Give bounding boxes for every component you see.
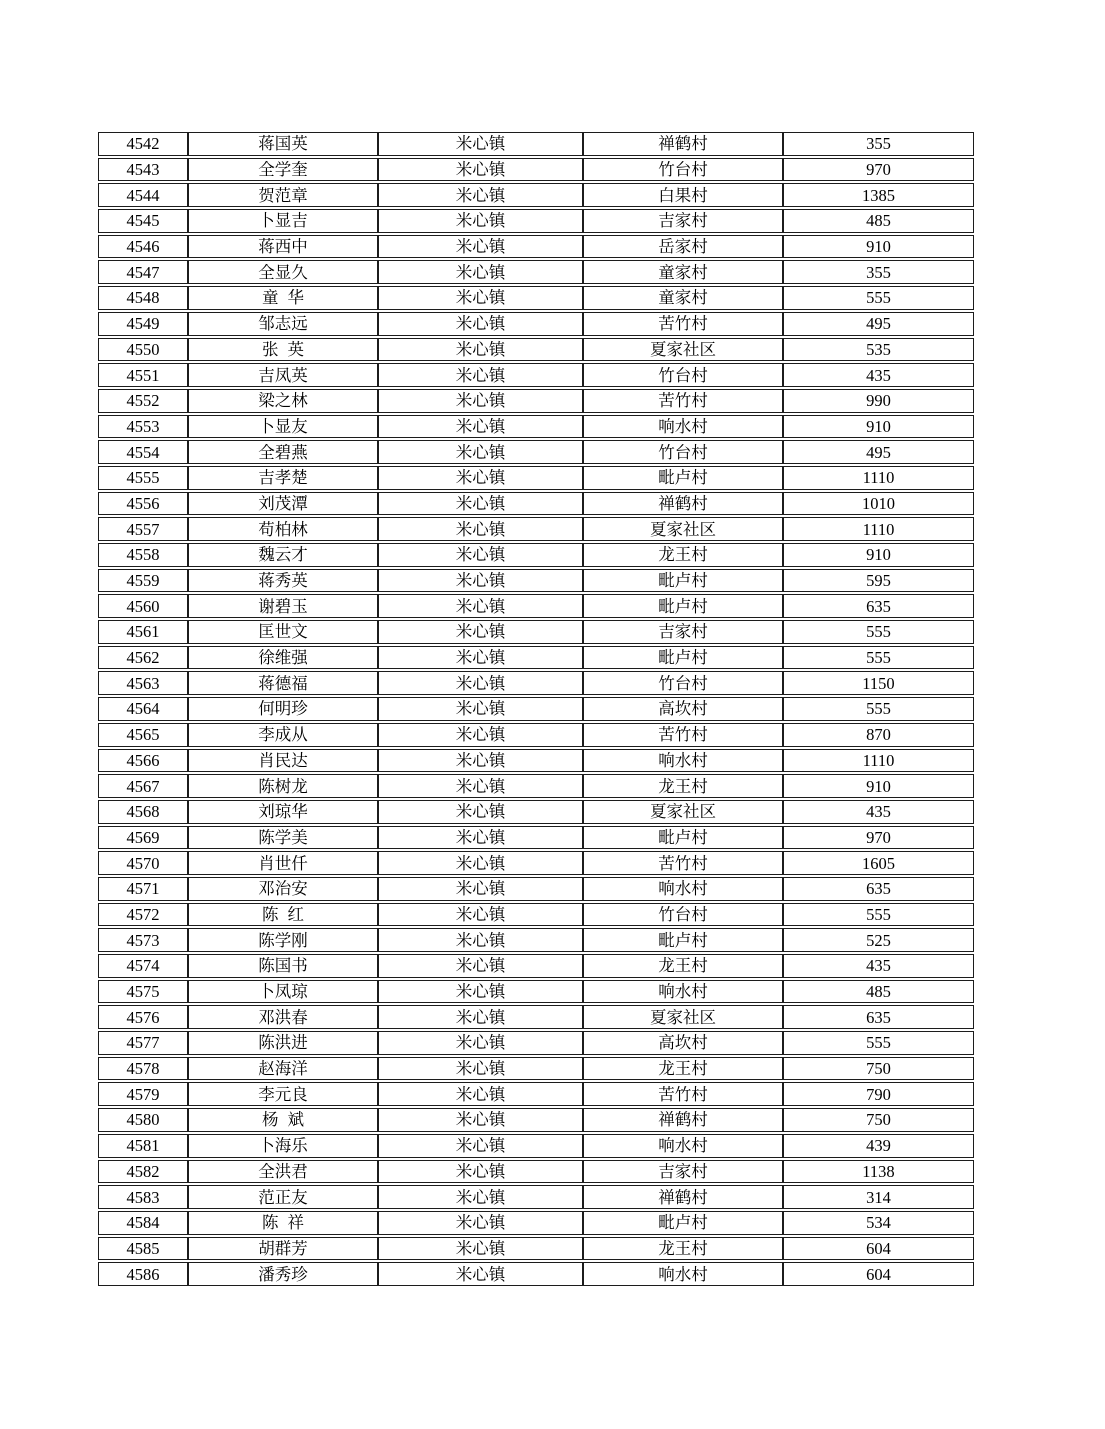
amount-cell: 555 — [783, 286, 974, 310]
town-cell: 米心镇 — [378, 312, 583, 336]
serial-cell: 4573 — [98, 928, 188, 952]
serial-cell: 4567 — [98, 774, 188, 798]
serial-cell: 4570 — [98, 851, 188, 875]
serial-cell: 4582 — [98, 1160, 188, 1184]
town-cell: 米心镇 — [378, 389, 583, 413]
village-cell: 禅鹤村 — [583, 1185, 783, 1209]
amount-cell: 910 — [783, 774, 974, 798]
name-cell: 徐维强 — [188, 646, 378, 670]
village-cell: 童家村 — [583, 260, 783, 284]
name-cell: 陈洪进 — [188, 1031, 378, 1055]
serial-cell: 4555 — [98, 466, 188, 490]
name-cell: 苟柏林 — [188, 517, 378, 541]
serial-cell: 4548 — [98, 286, 188, 310]
name-cell: 魏云才 — [188, 543, 378, 567]
amount-cell: 535 — [783, 338, 974, 362]
serial-cell: 4586 — [98, 1262, 188, 1286]
serial-cell: 4583 — [98, 1185, 188, 1209]
town-cell: 米心镇 — [378, 594, 583, 618]
village-cell: 龙王村 — [583, 774, 783, 798]
town-cell: 米心镇 — [378, 903, 583, 927]
name-cell: 卜海乐 — [188, 1134, 378, 1158]
name-cell: 肖民达 — [188, 749, 378, 773]
amount-cell: 790 — [783, 1082, 974, 1106]
serial-cell: 4575 — [98, 980, 188, 1004]
village-cell: 毗卢村 — [583, 826, 783, 850]
village-cell: 毗卢村 — [583, 928, 783, 952]
village-cell: 龙王村 — [583, 1057, 783, 1081]
amount-cell: 990 — [783, 389, 974, 413]
name-cell: 匡世文 — [188, 620, 378, 644]
table-row — [98, 440, 974, 464]
serial-cell: 4562 — [98, 646, 188, 670]
name-cell: 吉孝楚 — [188, 466, 378, 490]
amount-cell: 910 — [783, 235, 974, 259]
table-row — [98, 594, 974, 618]
town-cell: 米心镇 — [378, 338, 583, 362]
village-cell: 毗卢村 — [583, 594, 783, 618]
name-cell: 赵海洋 — [188, 1057, 378, 1081]
town-cell: 米心镇 — [378, 132, 583, 156]
table-row — [98, 1185, 974, 1209]
table-row — [98, 774, 974, 798]
town-cell: 米心镇 — [378, 774, 583, 798]
town-cell: 米心镇 — [378, 723, 583, 747]
serial-cell: 4544 — [98, 183, 188, 207]
serial-cell: 4551 — [98, 363, 188, 387]
town-cell: 米心镇 — [378, 1134, 583, 1158]
serial-cell: 4564 — [98, 697, 188, 721]
table-row — [98, 1211, 974, 1235]
serial-cell: 4554 — [98, 440, 188, 464]
amount-cell: 635 — [783, 877, 974, 901]
name-cell: 陈红 — [188, 903, 378, 927]
village-cell: 童家村 — [583, 286, 783, 310]
table-row — [98, 1108, 974, 1132]
name-cell: 陈祥 — [188, 1211, 378, 1235]
name-cell: 何明珍 — [188, 697, 378, 721]
village-cell: 响水村 — [583, 1134, 783, 1158]
serial-cell: 4542 — [98, 132, 188, 156]
table-row — [98, 363, 974, 387]
village-cell: 苦竹村 — [583, 389, 783, 413]
serial-cell: 4556 — [98, 492, 188, 516]
serial-cell: 4572 — [98, 903, 188, 927]
town-cell: 米心镇 — [378, 1031, 583, 1055]
serial-cell: 4578 — [98, 1057, 188, 1081]
amount-cell: 495 — [783, 440, 974, 464]
table-row — [98, 492, 974, 516]
village-cell: 高坎村 — [583, 1031, 783, 1055]
amount-cell: 485 — [783, 980, 974, 1004]
name-cell: 范正友 — [188, 1185, 378, 1209]
amount-cell: 495 — [783, 312, 974, 336]
amount-cell: 870 — [783, 723, 974, 747]
serial-cell: 4561 — [98, 620, 188, 644]
name-cell: 陈树龙 — [188, 774, 378, 798]
name-cell: 蒋秀英 — [188, 569, 378, 593]
amount-cell: 1110 — [783, 466, 974, 490]
village-cell: 苦竹村 — [583, 723, 783, 747]
amount-cell: 435 — [783, 800, 974, 824]
amount-cell: 604 — [783, 1262, 974, 1286]
amount-cell: 750 — [783, 1057, 974, 1081]
amount-cell: 555 — [783, 1031, 974, 1055]
amount-cell: 604 — [783, 1237, 974, 1261]
village-cell: 竹台村 — [583, 158, 783, 182]
name-cell: 全学奎 — [188, 158, 378, 182]
village-cell: 禅鹤村 — [583, 132, 783, 156]
village-cell: 龙王村 — [583, 954, 783, 978]
table-row — [98, 1237, 974, 1261]
name-cell: 谢碧玉 — [188, 594, 378, 618]
name-cell: 卜凤琼 — [188, 980, 378, 1004]
village-cell: 龙王村 — [583, 1237, 783, 1261]
village-cell: 竹台村 — [583, 440, 783, 464]
serial-cell: 4563 — [98, 671, 188, 695]
serial-cell: 4565 — [98, 723, 188, 747]
serial-cell: 4577 — [98, 1031, 188, 1055]
village-cell: 响水村 — [583, 877, 783, 901]
town-cell: 米心镇 — [378, 1160, 583, 1184]
town-cell: 米心镇 — [378, 466, 583, 490]
town-cell: 米心镇 — [378, 183, 583, 207]
amount-cell: 595 — [783, 569, 974, 593]
table-row — [98, 749, 974, 773]
table-row — [98, 646, 974, 670]
village-cell: 高坎村 — [583, 697, 783, 721]
village-cell: 毗卢村 — [583, 569, 783, 593]
amount-cell: 635 — [783, 594, 974, 618]
serial-cell: 4584 — [98, 1211, 188, 1235]
name-cell: 潘秀珍 — [188, 1262, 378, 1286]
serial-cell: 4579 — [98, 1082, 188, 1106]
town-cell: 米心镇 — [378, 877, 583, 901]
serial-cell: 4545 — [98, 209, 188, 233]
table-row — [98, 338, 974, 362]
amount-cell: 555 — [783, 620, 974, 644]
amount-cell: 1010 — [783, 492, 974, 516]
name-cell: 陈国书 — [188, 954, 378, 978]
amount-cell: 1138 — [783, 1160, 974, 1184]
town-cell: 米心镇 — [378, 620, 583, 644]
name-cell: 贺范章 — [188, 183, 378, 207]
name-cell: 邹志远 — [188, 312, 378, 336]
amount-cell: 555 — [783, 697, 974, 721]
village-cell: 吉家村 — [583, 1160, 783, 1184]
village-cell: 响水村 — [583, 1262, 783, 1286]
town-cell: 米心镇 — [378, 1082, 583, 1106]
name-cell: 张英 — [188, 338, 378, 362]
amount-cell: 750 — [783, 1108, 974, 1132]
town-cell: 米心镇 — [378, 800, 583, 824]
table-row — [98, 132, 974, 156]
table-row — [98, 1160, 974, 1184]
name-cell: 全碧燕 — [188, 440, 378, 464]
amount-cell: 435 — [783, 363, 974, 387]
table-row — [98, 697, 974, 721]
table-row — [98, 800, 974, 824]
amount-cell: 1385 — [783, 183, 974, 207]
name-cell: 胡群芳 — [188, 1237, 378, 1261]
serial-cell: 4560 — [98, 594, 188, 618]
village-cell: 苦竹村 — [583, 312, 783, 336]
amount-cell: 555 — [783, 646, 974, 670]
town-cell: 米心镇 — [378, 158, 583, 182]
town-cell: 米心镇 — [378, 826, 583, 850]
name-cell: 肖世仟 — [188, 851, 378, 875]
town-cell: 米心镇 — [378, 1185, 583, 1209]
serial-cell: 4580 — [98, 1108, 188, 1132]
amount-cell: 910 — [783, 543, 974, 567]
table-row — [98, 1005, 974, 1029]
amount-cell: 555 — [783, 903, 974, 927]
serial-cell: 4549 — [98, 312, 188, 336]
village-cell: 竹台村 — [583, 671, 783, 695]
village-cell: 夏家社区 — [583, 1005, 783, 1029]
serial-cell: 4547 — [98, 260, 188, 284]
table-row — [98, 569, 974, 593]
table-body — [98, 132, 974, 1286]
table-row — [98, 826, 974, 850]
town-cell: 米心镇 — [378, 492, 583, 516]
town-cell: 米心镇 — [378, 1211, 583, 1235]
village-cell: 夏家社区 — [583, 517, 783, 541]
name-cell: 全洪君 — [188, 1160, 378, 1184]
table-row — [98, 1134, 974, 1158]
serial-cell: 4566 — [98, 749, 188, 773]
village-cell: 吉家村 — [583, 620, 783, 644]
amount-cell: 439 — [783, 1134, 974, 1158]
name-cell: 李成从 — [188, 723, 378, 747]
village-cell: 禅鹤村 — [583, 492, 783, 516]
village-cell: 竹台村 — [583, 903, 783, 927]
village-cell: 龙王村 — [583, 543, 783, 567]
name-cell: 陈学美 — [188, 826, 378, 850]
name-cell: 邓治安 — [188, 877, 378, 901]
table-row — [98, 1031, 974, 1055]
serial-cell: 4559 — [98, 569, 188, 593]
amount-cell: 355 — [783, 260, 974, 284]
table-row — [98, 158, 974, 182]
village-cell: 响水村 — [583, 980, 783, 1004]
town-cell: 米心镇 — [378, 415, 583, 439]
table-row — [98, 877, 974, 901]
name-cell: 蒋德福 — [188, 671, 378, 695]
amount-cell: 635 — [783, 1005, 974, 1029]
serial-cell: 4557 — [98, 517, 188, 541]
table-row — [98, 235, 974, 259]
name-cell: 邓洪春 — [188, 1005, 378, 1029]
village-cell: 夏家社区 — [583, 800, 783, 824]
village-cell: 岳家村 — [583, 235, 783, 259]
town-cell: 米心镇 — [378, 1108, 583, 1132]
amount-cell: 1150 — [783, 671, 974, 695]
amount-cell: 525 — [783, 928, 974, 952]
town-cell: 米心镇 — [378, 440, 583, 464]
name-cell: 童华 — [188, 286, 378, 310]
town-cell: 米心镇 — [378, 286, 583, 310]
amount-cell: 485 — [783, 209, 974, 233]
serial-cell: 4585 — [98, 1237, 188, 1261]
village-cell: 毗卢村 — [583, 1211, 783, 1235]
amount-cell: 1110 — [783, 517, 974, 541]
serial-cell: 4550 — [98, 338, 188, 362]
name-cell: 李元良 — [188, 1082, 378, 1106]
name-cell: 陈学刚 — [188, 928, 378, 952]
village-cell: 苦竹村 — [583, 1082, 783, 1106]
serial-cell: 4576 — [98, 1005, 188, 1029]
serial-cell: 4546 — [98, 235, 188, 259]
village-cell: 竹台村 — [583, 363, 783, 387]
serial-cell: 4543 — [98, 158, 188, 182]
town-cell: 米心镇 — [378, 851, 583, 875]
amount-cell: 970 — [783, 826, 974, 850]
name-cell: 杨斌 — [188, 1108, 378, 1132]
serial-cell: 4553 — [98, 415, 188, 439]
serial-cell: 4574 — [98, 954, 188, 978]
table-row — [98, 980, 974, 1004]
table-row — [98, 723, 974, 747]
name-cell: 全显久 — [188, 260, 378, 284]
town-cell: 米心镇 — [378, 260, 583, 284]
town-cell: 米心镇 — [378, 1262, 583, 1286]
name-cell: 刘琼华 — [188, 800, 378, 824]
town-cell: 米心镇 — [378, 671, 583, 695]
table-row — [98, 543, 974, 567]
amount-cell: 534 — [783, 1211, 974, 1235]
serial-cell: 4571 — [98, 877, 188, 901]
name-cell: 梁之林 — [188, 389, 378, 413]
table-row — [98, 851, 974, 875]
village-cell: 毗卢村 — [583, 466, 783, 490]
village-cell: 响水村 — [583, 749, 783, 773]
town-cell: 米心镇 — [378, 543, 583, 567]
serial-cell: 4558 — [98, 543, 188, 567]
table-row — [98, 671, 974, 695]
table-row — [98, 954, 974, 978]
name-cell: 蒋国英 — [188, 132, 378, 156]
amount-cell: 910 — [783, 415, 974, 439]
amount-cell: 1110 — [783, 749, 974, 773]
serial-cell: 4552 — [98, 389, 188, 413]
town-cell: 米心镇 — [378, 697, 583, 721]
table-row — [98, 209, 974, 233]
amount-cell: 435 — [783, 954, 974, 978]
table-row — [98, 312, 974, 336]
table-row — [98, 903, 974, 927]
town-cell: 米心镇 — [378, 980, 583, 1004]
table-row — [98, 1057, 974, 1081]
town-cell: 米心镇 — [378, 235, 583, 259]
table-row — [98, 389, 974, 413]
name-cell: 卜显吉 — [188, 209, 378, 233]
village-cell: 吉家村 — [583, 209, 783, 233]
table-row — [98, 415, 974, 439]
town-cell: 米心镇 — [378, 646, 583, 670]
town-cell: 米心镇 — [378, 1057, 583, 1081]
amount-cell: 355 — [783, 132, 974, 156]
village-cell: 响水村 — [583, 415, 783, 439]
table-row — [98, 260, 974, 284]
table-row — [98, 620, 974, 644]
table-row — [98, 286, 974, 310]
table-row — [98, 517, 974, 541]
serial-cell: 4569 — [98, 826, 188, 850]
village-cell: 禅鹤村 — [583, 1108, 783, 1132]
town-cell: 米心镇 — [378, 363, 583, 387]
town-cell: 米心镇 — [378, 209, 583, 233]
village-cell: 白果村 — [583, 183, 783, 207]
amount-cell: 970 — [783, 158, 974, 182]
table-row — [98, 928, 974, 952]
town-cell: 米心镇 — [378, 928, 583, 952]
name-cell: 蒋西中 — [188, 235, 378, 259]
amount-cell: 1605 — [783, 851, 974, 875]
town-cell: 米心镇 — [378, 749, 583, 773]
town-cell: 米心镇 — [378, 517, 583, 541]
table-row — [98, 183, 974, 207]
name-cell: 卜显友 — [188, 415, 378, 439]
name-cell: 吉凤英 — [188, 363, 378, 387]
amount-cell: 314 — [783, 1185, 974, 1209]
village-cell: 夏家社区 — [583, 338, 783, 362]
serial-cell: 4581 — [98, 1134, 188, 1158]
serial-cell: 4568 — [98, 800, 188, 824]
roster-table — [98, 130, 974, 1288]
table-row — [98, 466, 974, 490]
village-cell: 毗卢村 — [583, 646, 783, 670]
name-cell: 刘茂潭 — [188, 492, 378, 516]
table-row — [98, 1262, 974, 1286]
village-cell: 苦竹村 — [583, 851, 783, 875]
town-cell: 米心镇 — [378, 1237, 583, 1261]
town-cell: 米心镇 — [378, 1005, 583, 1029]
town-cell: 米心镇 — [378, 954, 583, 978]
table-row — [98, 1082, 974, 1106]
town-cell: 米心镇 — [378, 569, 583, 593]
